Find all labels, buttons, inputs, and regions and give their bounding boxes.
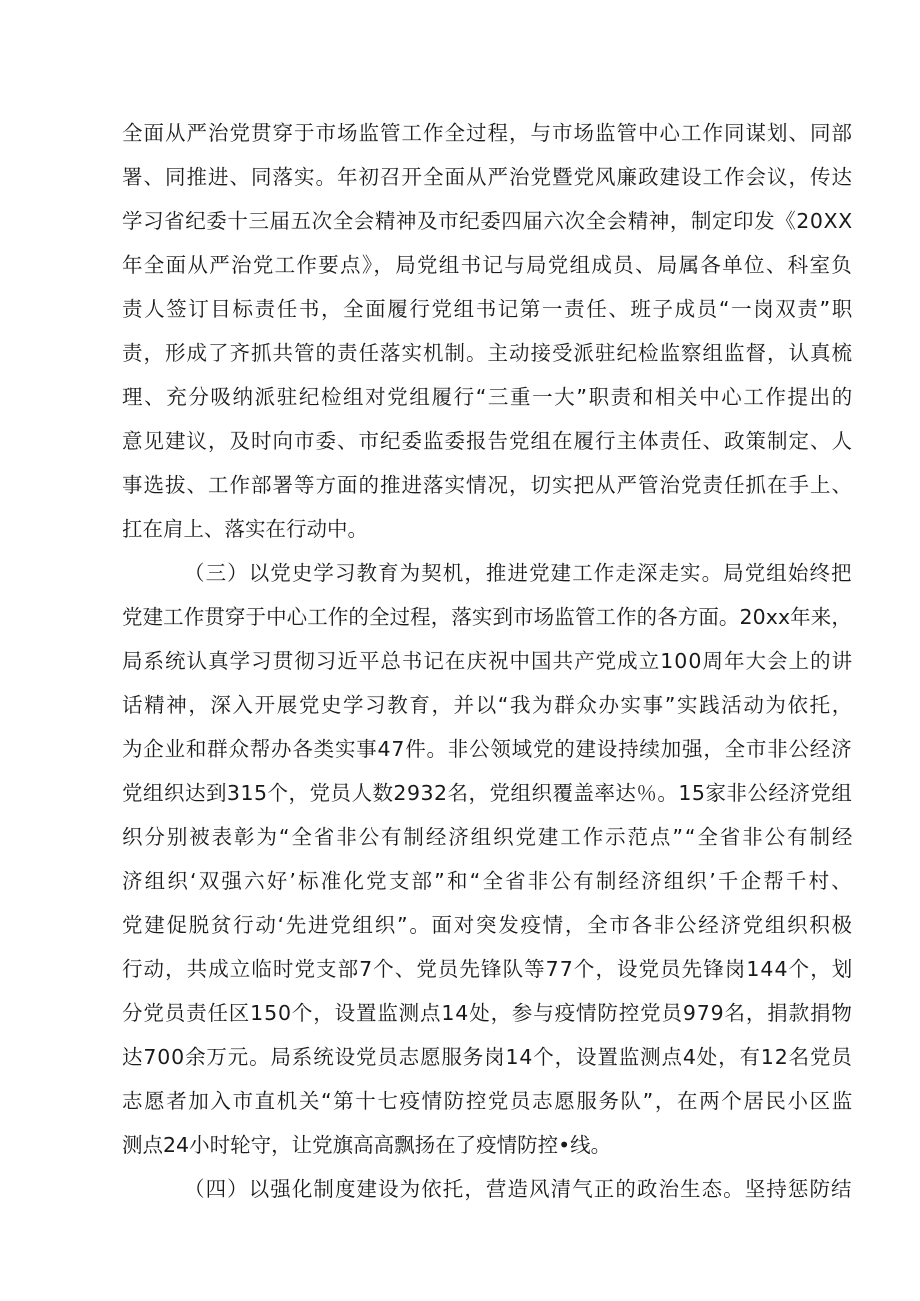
paragraph-line: 为企业和群众帮办各类实事47件。非公领域党的建设持续加强，全市非公经济	[122, 737, 853, 761]
paragraph-line: 党建工作贯穿于中心工作的全过程，落实到市场监管工作的各方面。20xx年来，	[122, 605, 852, 629]
paragraph-line: 局系统认真学习贯彻习近平总书记在庆祝中国共产党成立100周年大会上的讲	[122, 649, 854, 673]
paragraph-line: 事选拔、工作部署等方面的推进落实情况，切实把从严管治党责任抓在手上、	[122, 473, 853, 497]
paragraph-line: 行动，共成立临时党支部7个、党员先锋队等77个，设党员先锋岗144个，划	[122, 957, 854, 981]
paragraph-line: 扛在肩上、落实在行动中。	[122, 517, 368, 541]
paragraph-line: 党建促脱贫行动‘先进党组织”。面对突发疫情，全市各非公经济党组织积极	[122, 913, 854, 937]
paragraph-line: 话精神，深入开展党史学习教育，并以“我为群众办实事”实践活动为依托，	[122, 693, 854, 717]
paragraph-line: 济组织‘双强六好’标准化党支部”和“全省非公有制经济组织’千企帮千村、	[122, 869, 854, 893]
paragraph-line: 测点24小时轮守，让党旗高高飘扬在了疫情防控•线。	[122, 1133, 612, 1157]
paragraph-line: 年全面从严治党工作要点》，局党组书记与局党组成员、局属各单位、科室负	[122, 253, 854, 277]
paragraph-line: 党组织达到315个，党员人数2932名，党组织覆盖率达％。15家非公经济党组	[122, 781, 853, 805]
paragraph-line: 意见建议，及时向市委、市纪委监委报告党组在履行主体责任、政策制定、人	[122, 429, 853, 453]
paragraph-line: 志愿者加入市直机关“第十七疫情防控党员志愿服务队”，在两个居民小区监	[122, 1089, 854, 1113]
paragraph-line: 织分别被表彰为“全省非公有制经济组织党建工作示范点”“全省非公有制经	[122, 825, 855, 849]
paragraph-line: 署、同推进、同落实。年初召开全面从严治党暨党风廉政建设工作会议，传达	[122, 165, 853, 189]
paragraph-line: 理、充分吸纳派驻纪检组对党组履行“三重一大”职责和相关中心工作提出的	[122, 385, 854, 409]
paragraph-line: （四）以强化制度建设为依托，营造风清气正的政治生态。坚持惩防结	[184, 1177, 853, 1201]
paragraph-line: （三）以党史学习教育为契机，推进党建工作走深走实。局党组始终把	[184, 561, 853, 585]
paragraph-line: 责，形成了齐抓共管的责任落实机制。主动接受派驻纪检监察组监督，认真梳	[122, 341, 853, 365]
paragraph-line: 分党员责任区150个，设置监测点14处，参与疫情防控党员979名，捐款捐物	[122, 1001, 853, 1025]
paragraph-line: 全面从严治党贯穿于市场监管工作全过程，与市场监管中心工作同谋划、同部	[122, 121, 853, 145]
paragraph-line: 学习省纪委十三届五次全会精神及市纪委四届六次全会精神，制定印发《20XX	[122, 209, 853, 233]
paragraph-line: 责人签订目标责任书，全面履行党组书记第一责任、班子成员“一岗双责”职	[122, 297, 854, 321]
paragraph-line: 达700余万元。局系统设党员志愿服务岗14个，设置监测点4处，有12名党员	[122, 1045, 853, 1069]
